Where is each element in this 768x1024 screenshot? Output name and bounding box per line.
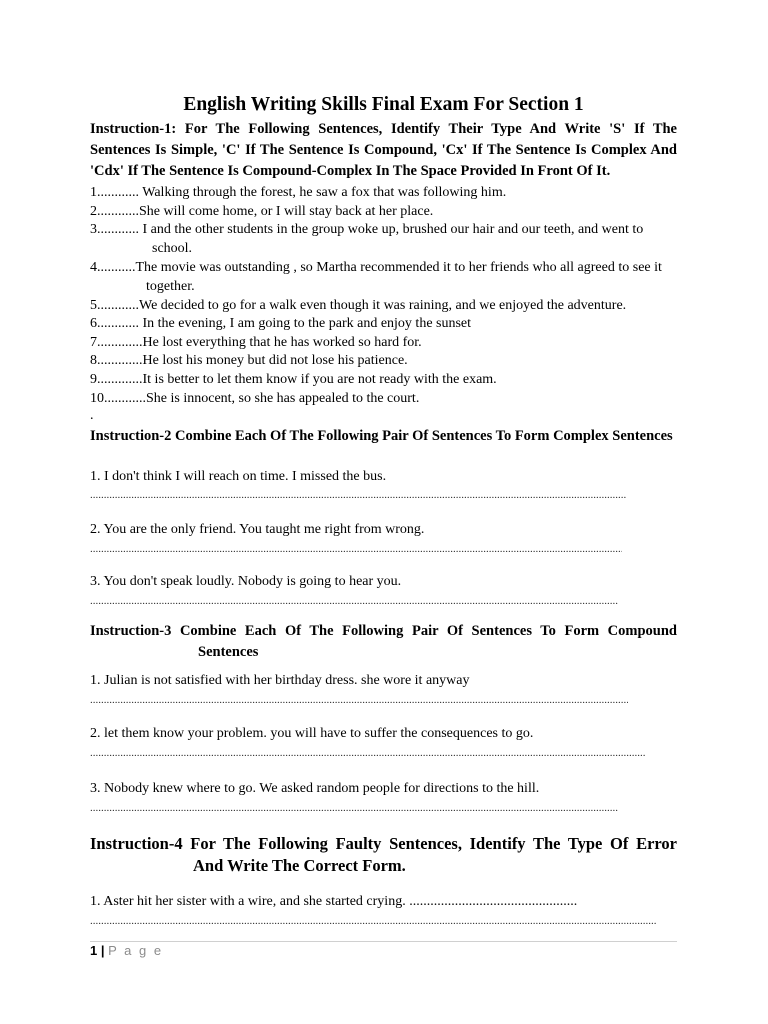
instruction-1-heading: Instruction-1: For The Following Sentences, Identify Their Type And Write 'S' If The Sentences Is Simple, 'C' If The Sentence Is Compound, 'Cx' If The Sentence Is Complex And 'Cdx' If The Sentence Is Compound-Complex In The Space Provided In Front Of It.	[90, 121, 677, 179]
item-text: She is innocent, so she has appealed to the court.	[146, 391, 420, 406]
question-line: 2. let them know your problem. you will have to suffer the consequences to go.	[90, 726, 534, 741]
question-line: 3. Nobody knew where to go. We asked random people for directions to the hill.	[90, 781, 540, 796]
list-item	[90, 314, 677, 333]
instruction-2-heading: Instruction-2 Combine Each Of The Following Pair Of Sentences To Form Complex Sentences	[90, 428, 673, 444]
list-item	[90, 202, 677, 221]
answer-line	[90, 916, 656, 926]
item-text: In the evening, I am going to the park and enjoy the sunset	[139, 316, 472, 331]
list-item	[90, 183, 677, 202]
question-line: 1. I don't think I will reach on time. I missed the bus.	[90, 469, 387, 484]
item-text: Walking through the forest, he saw a fox that was following him.	[139, 185, 507, 200]
answer-line	[90, 544, 622, 554]
item-number: 3............	[90, 222, 139, 237]
instruction-4-line-1: Instruction-4 For The Following Faulty Sentences, Identify The Type Of Error	[90, 834, 677, 853]
item-number: 5............	[90, 298, 139, 313]
item-text: He lost his money but did not lose his patience.	[142, 353, 408, 368]
list-item	[90, 258, 677, 277]
instruction-4-line-2: And Write The Correct Form.	[193, 856, 406, 875]
item-text: I and the other students in the group woke up, brushed our hair and our teeth, and went to	[139, 222, 644, 237]
item-number: 9.............	[90, 372, 143, 387]
answer-line	[90, 596, 618, 606]
question-line: 2. You are the only friend. You taught me right from wrong.	[90, 522, 425, 537]
question-line: 1. Julian is not satisfied with her birthday dress. she wore it anyway	[90, 673, 470, 688]
item-text: She will come home, or I will stay back at her place.	[139, 204, 434, 219]
stray-mark: .	[90, 408, 94, 423]
item-number: 4...........	[90, 260, 136, 275]
instruction-4-heading	[90, 833, 677, 877]
item-text: We decided to go for a walk even though it was raining, and we enjoyed the adventure.	[139, 298, 627, 313]
instruction-3-line-2: Sentences	[198, 644, 259, 660]
item-continuation: together.	[146, 279, 195, 294]
item-number: 8.............	[90, 353, 143, 368]
answer-line	[90, 695, 628, 705]
page-number: 1	[90, 943, 98, 958]
list-item	[90, 220, 677, 239]
list-item	[90, 370, 677, 389]
answer-line	[90, 803, 618, 813]
item-text: He lost everything that he has worked so hard for.	[142, 335, 422, 350]
list-item	[90, 351, 677, 370]
item-number: 1............	[90, 185, 139, 200]
footer-separator: |	[100, 943, 105, 958]
item-number: 2............	[90, 204, 139, 219]
question-line: 3. You don't speak loudly. Nobody is going to hear you.	[90, 574, 402, 589]
item-number: 7.............	[90, 335, 143, 350]
item-text: It is better to let them know if you are not ready with the exam.	[142, 372, 497, 387]
list-item	[90, 333, 677, 352]
item-number: 6............	[90, 316, 139, 331]
instruction-3-heading	[90, 621, 677, 663]
item-number: 10............	[90, 391, 146, 406]
footer-divider	[90, 941, 677, 942]
item-text: The movie was outstanding , so Martha recommended it to her friends who all agreed to see it	[135, 260, 662, 275]
page-label: P a g e	[108, 943, 164, 958]
answer-line	[90, 748, 646, 758]
page-title: English Writing Skills Final Exam For Section 1	[183, 94, 584, 115]
instruction-3-line-1: Instruction-3 Combine Each Of The Following Pair Of Sentences To Form Compound	[90, 623, 677, 639]
answer-line	[90, 490, 626, 500]
page-footer	[90, 943, 163, 959]
item-continuation: school.	[152, 241, 193, 256]
question-line: 1. Aster hit her sister with a wire, and she started crying. ................................................	[90, 894, 578, 909]
list-item	[90, 296, 677, 315]
